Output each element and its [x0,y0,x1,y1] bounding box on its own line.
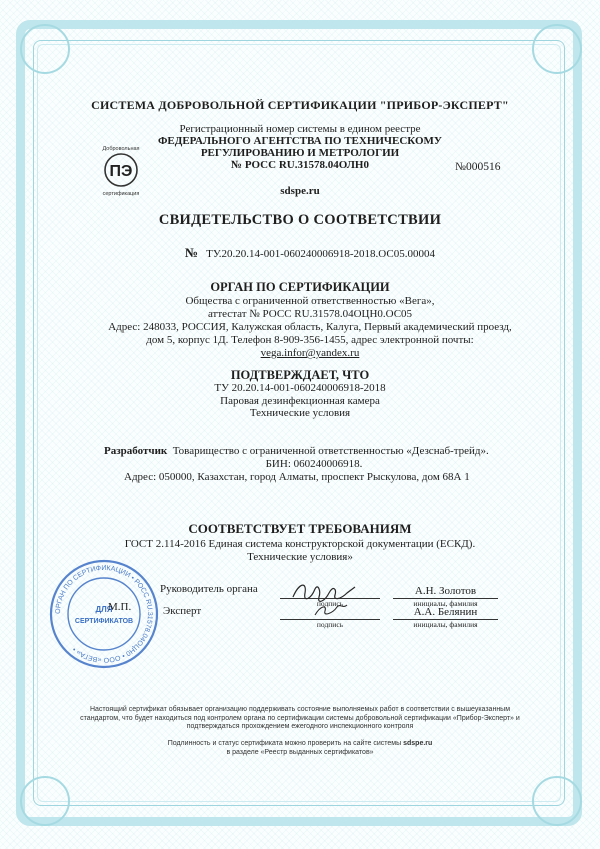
svg-text:ОРГАН ПО СЕРТИФИКАЦИИ • РОСС R [55,565,153,663]
developer-label: Разработчик [104,445,168,457]
corner-ornament [20,776,70,826]
confirms-block [150,382,450,420]
product-spec: ТУ 20.20.14-001-060240006918-2018 [214,382,386,394]
head-role-label: Руководитель органа [160,583,258,595]
requirements-heading: СООТВЕТСТВУЕТ ТРЕБОВАНИЯМ [188,521,412,536]
stamp-ring-text: ОРГАН ПО СЕРТИФИКАЦИИ • РОСС RU.31578.04ОЦН0 • ООО «ВЕГА» • [54,564,154,664]
registry-block [150,123,450,171]
mp-label: М.П. [108,601,132,613]
signature-caption: подпись [316,620,344,629]
registry-number: № РОСС RU.31578.04ОЛН0 [231,159,369,171]
developer-block [104,445,524,484]
registry-line: ФЕДЕРАЛЬНОГО АГЕНТСТВА ПО ТЕХНИЧЕСКОМУ [157,135,442,147]
certificate-number: ТУ.20.20.14-001-060240006918-2018.ОС05.00004 [206,248,435,260]
corner-ornament [532,776,582,826]
product-name: Паровая дезинфекционная камера [220,394,380,407]
footer-notice: Настоящий сертификат обязывает организацию поддерживать состояние выполняемых работ в соответствии с вышеуказанным стандартом, что будет находиться под контролем органа по сертификации системы добровольной сертификации «Прибор-Эксперт» и подтверждаться прохождением ежегодного инспекционного контроля [80,706,520,730]
expert-name: А.А. Белянин [413,606,478,618]
number-sign: № [185,245,199,260]
confirms-heading: ПОДТВЕРЖДАЕТ, ЧТО [230,368,370,382]
corner-ornament [532,24,582,74]
product-type: Технические условия [249,407,351,419]
certificate-title: СВИДЕТЕЛЬСТВО О СООТВЕТСТВИИ [158,212,442,228]
blank-number: №000516 [455,161,501,173]
registry-line: Регистрационный номер системы в едином реестре [179,123,421,135]
developer-address: Адрес: 050000, Казахстан, город Алматы, проспект Рыскулова, дом 68А 1 [124,471,470,483]
registry-line: РЕГУЛИРОВАНИЮ И МЕТРОЛОГИИ [200,147,400,159]
verify-site[interactable]: sdspe.ru [403,740,433,747]
organ-details [100,295,520,360]
organ-attestat: аттестат № РОСС RU.31578.04ОЦН0.ОС05 [207,308,413,320]
head-name: А.Н. Золотов [414,585,477,597]
stamp-center-line: ДЛЯ [95,605,113,614]
logo-letters: ПЭ [109,163,133,180]
footer-verify: Подлинность и статус сертификата можно проверить на сайте системы sdspe.ru в разделе «Реестр выданных сертификатов» [167,740,433,756]
stamp-center-line: СЕРТИФИКАТОВ [74,618,134,625]
logo-bottom-text: сертификация [102,191,140,197]
corner-ornament [20,24,70,74]
signature-caption: подпись [316,599,344,608]
system-title: СИСТЕМА ДОБРОВОЛЬНОЙ СЕРТИФИКАЦИИ "ПРИБОР-ЭКСПЕРТ" [91,98,509,112]
developer-bin: БИН: 060240006918. [265,458,363,470]
site-label: sdspe.ru [280,185,320,197]
handwritten-signature [285,575,375,619]
expert-role-label: Эксперт [163,605,202,617]
certificate-number-line [130,245,490,261]
developer-name: Товарищество с ограниченной ответственностью «Дезснаб-трейд». [172,445,489,457]
round-stamp [48,558,160,670]
organ-email-link[interactable]: vega.infor@yandex.ru [260,347,360,359]
requirements-text: ГОСТ 2.114-2016 Единая система конструкторской документации (ЕСКД). Технические условия» [124,538,476,563]
name-caption: инициалы, фамилия [413,620,478,629]
name-caption: инициалы, фамилия [413,599,478,608]
organ-name: Общества с ограниченной ответственностью «Вега», [185,295,435,307]
pe-logo [96,143,146,197]
organ-address: Адрес: 248033, РОССИЯ, Калужская область, Калуга, Первый академический проезд, дом 5, корпус 1Д. Телефон 8-909-356-1455, адрес электронной почты: vega.infor@yandex.ru [108,321,512,359]
organ-heading: ОРГАН ПО СЕРТИФИКАЦИИ [210,280,390,294]
logo-top-text: Добровольная [102,146,140,152]
